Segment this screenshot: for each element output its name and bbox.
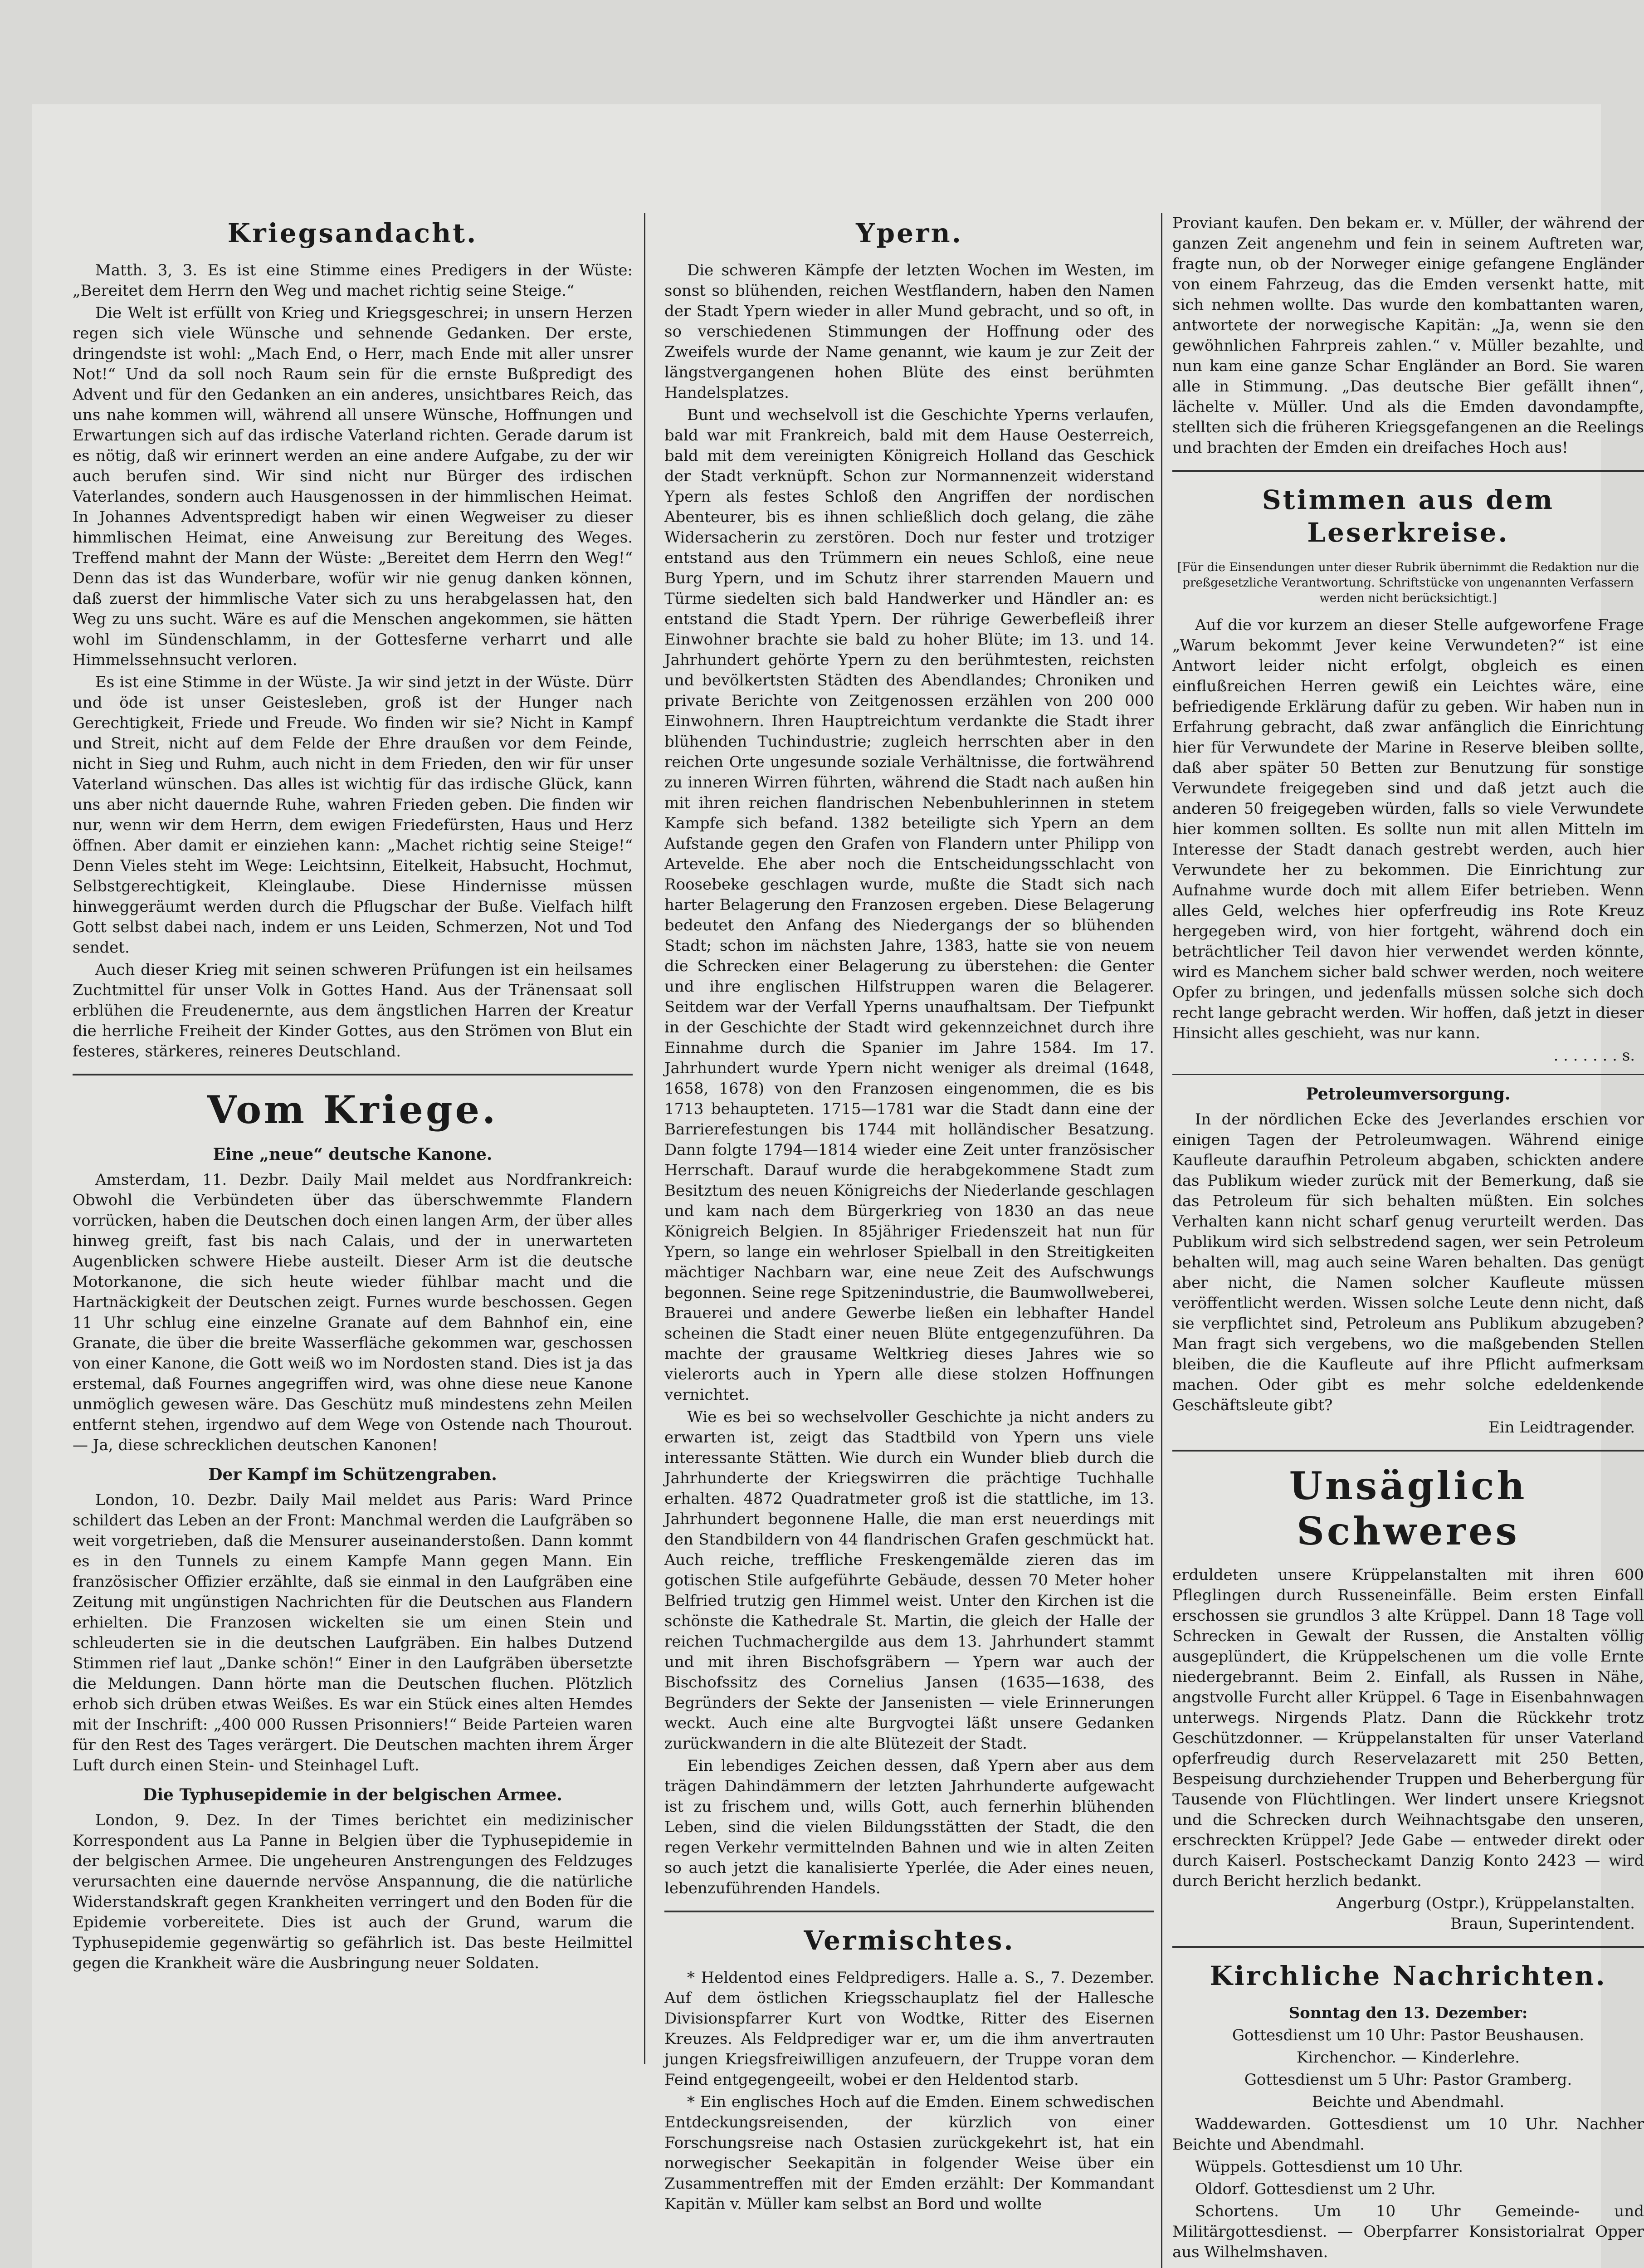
section-divider bbox=[1172, 470, 1644, 472]
column-right bbox=[1172, 213, 1644, 2268]
schuetzengraben-heading: Der Kampf im Schützengraben. bbox=[208, 1465, 497, 1484]
stimmen-signature: . . . . . . . s. bbox=[1553, 1046, 1635, 1065]
vermischtes-item: * Heldentod eines Feldpredigers. Halle a. S., 7. Dezember. Auf dem östlichen Kriegsschauplatz fiel der Hallesche Divisionspfarrer Kurt von Wodtke, Ritter des Eisernen Kreuzes. Als Feldprediger war er, um die ihm anvertrauten jungen Kriegsfreiwilligen anzufeuern, der Truppe voran dem Feind entgegengeeilt, wobei er den Heldentod starb. bbox=[664, 1969, 1154, 2089]
unsaeglich-place: Angerburg (Ostpr.), Krüppelanstalten. bbox=[1336, 1894, 1635, 1912]
service-line: Waddewarden. Gottesdienst um 10 Uhr. Nachher Beichte und Abendmahl. bbox=[1172, 2115, 1644, 2154]
kriegsandacht-paragraph: Es ist eine Stimme in der Wüste. Ja wir sind jetzt in der Wüste. Dürr und öde ist unser Geistesleben, groß ist der Hunger nach Gerechtigkeit, Friede und Freude. Wo finden wir sie? Nicht in Kampf und Streit, nicht auf dem Felde der Ehre draußen vor dem Feinde, nicht in Sieg und Ruhm, auch nicht in dem Frieden, den wir für unser Vaterland wünschen. Das alles ist wichtig für das irdische Glück, kann uns aber nicht dauernde Ruhe, wahren Frieden geben. Die finden wir nur, wenn wir dem Herrn, dem ewigen Friedefürsten, Haus und Herz öffnen. Aber damit er einziehen kann: „Machet richtig seine Steige!“ Denn Vieles steht im Wege: Leichtsinn, Eitelkeit, Habsucht, Hochmut, Selbstgerechtigkeit, Kleinglaube. Diese Hindernisse müssen hinweggeräumt werden durch die Pflugschar der Buße. Vielfach hilft Gott selbst dabei nach, indem er uns Leiden, Schmerzen, Not und Tod sendet. bbox=[73, 673, 633, 957]
kirchliche-nachrichten-title: Kirchliche Nachrichten. bbox=[1210, 1960, 1607, 1991]
kanone-text: Amsterdam, 11. Dezbr. Daily Mail meldet aus Nordfrankreich: Obwohl die Verbündeten über das überschwemmte Flandern vorrücken, haben die Deutschen doch einen langen Arm, der über alles hinweg greift, fast bis nach Calais, und der in unerwarteten Augenblicken schwere Hiebe austeilt. Dieser Arm ist die deutsche Motorkanone, die sich heute wieder fühlbar macht und die Hartnäckigkeit der Deutschen zeigt. Furnes wurde beschossen. Gegen 11 Uhr schlug eine einzelne Granate auf dem Bahnhof ein, eine Granate, die über die breite Wasserfläche gekommen war, geschossen von einer Kanone, die Gott weiß wo im Nordosten stand. Dies ist ja das erstemal, daß Fournes angegriffen wird, was ohne diese neue Kanone unmöglich gewesen wäre. Das Geschütz muß mindestens zehn Meilen entfernt stehen, irgendwo auf dem Wege von Ostende nach Thourout. — Ja, diese schrecklichen deutschen Kanonen! bbox=[73, 1171, 633, 1454]
editorial-notice: [Für die Einsendungen unter dieser Rubrik übernimmt die Redaktion nur die preßgesetzliche Verantwortung. Schriftstücke von ungenannten Verfassern werden nicht berücksichtigt.] bbox=[1177, 561, 1639, 605]
petroleum-paragraph: In der nördlichen Ecke des Jeverlandes erschien vor einigen Tagen der Petroleumwagen. Während einige Kaufleute daraufhin Petroleum abgaben, schickten andere das Publikum wieder zurück mit der Bemerkung, daß sie das Petroleum für sich behalten müßten. Ein solches Verhalten kann nicht scharf genug verurteilt werden. Das Publikum wird sich selbstredend sagen, wer sein Petroleum behalten will, mag auch seine Waren behalten. Das genügt aber nicht, die Namen solcher Kaufleute müssen veröffentlicht werden. Wissen solche Leute denn nicht, daß sie verpflichtet sind, Petroleum ans Publikum abzugeben? Man fragt sich vergebens, wo die maßgebenden Stellen bleiben, die die Kaufleute auf ihre Pflicht aufmerksam machen. Oder gibt es mehr solche edeldenkende Geschäftsleute gibt? bbox=[1172, 1110, 1644, 1414]
kriegsandacht-paragraph: Die Welt ist erfüllt von Krieg und Kriegsgeschrei; in unsern Herzen regen sich viele Wünsche und sehnende Gedanken. Der erste, dringendste ist wohl: „Mach End, o Herr, mach Ende mit aller unsrer Not!“ Und da soll noch Raum sein für die ernste Bußpredigt des Advent und für den Gedanken an ein anderes, unsichtbares Reich, das uns nahe kommen will, während all unsere Wünsche, Hoffnungen und Erwartungen sich auf das irdische Vaterland richten. Gerade darum ist es nötig, daß wir erinnert werden an eine andere Aufgabe, zu der wir auch berufen sind. Wir sind nicht nur Bürger des irdischen Vaterlandes, sondern auch Hausgenossen in der himmlischen Heimat. In Johannes Adventspredigt haben wir einen Wegweiser zu dieser himmlischen Heimat, eine Anweisung zur Bereitung des Weges. Treffend mahnt der Mann der Wüste: „Bereitet dem Herrn den Weg!“ Denn das ist das Wunderbare, wofür wir nie genug danken können, daß zuerst der himmlische Vater sich zu uns herabgelassen hat, den Weg zu uns sucht. Wäre es auf die Menschen angekommen, sie hätten wohl im Sündenschlamm, in der Gottesferne verharrt und alle Himmelssehnsucht verloren. bbox=[73, 304, 633, 669]
service-line: Gottesdienst um 10 Uhr: Pastor Beushausen. bbox=[1232, 2026, 1585, 2044]
emden-continuation: Proviant kaufen. Den bekam er. v. Müller, der während der ganzen Zeit angenehm und fein in seinem Auftreten war, fragte nun, ob der Norweger einige gefangene Engländer von einem Fahrzeug, das die Emden versenkt hatte, mit sich nehmen wollte. Das wurde den kombattanten waren, antwortete der norwegische Kapitän: „Ja, wenn sie den gewöhnlichen Fahrpreis zahlen.“ v. Müller bezahlte, und nun kam eine ganze Schar Engländer an Bord. Sie waren alle in Stimmung. „Das deutsche Bier gefällt ihnen“, lächelte v. Müller. Und als die Emden davondampfte, stellten sich die früheren Kriegsgefangenen an die Reelings und brachten der Emden ein dreifaches Hoch aus! bbox=[1172, 214, 1644, 457]
ypern-title: Ypern. bbox=[856, 218, 963, 249]
petroleum-heading: Petroleumversorgung. bbox=[1306, 1085, 1511, 1104]
column-middle bbox=[664, 213, 1154, 2268]
section-divider bbox=[73, 1074, 633, 1075]
service-date: Sonntag den 13. Dezember: bbox=[1288, 2004, 1528, 2022]
kriegsandacht-title: Kriegsandacht. bbox=[227, 218, 478, 249]
service-line: Oldorf. Gottesdienst um 2 Uhr. bbox=[1195, 2180, 1436, 2198]
service-line: Schortens. Um 10 Uhr Gemeinde- und Militärgottesdienst. — Oberpfarrer Konsistorialrat Opper aus Wilhelmshaven. bbox=[1172, 2202, 1644, 2261]
vermischtes-title: Vermischtes. bbox=[804, 1925, 1015, 1956]
ypern-paragraph: Wie es bei so wechselvoller Geschichte ja nicht anders zu erwarten ist, zeigt das Stadtbild von Ypern uns viele interessante Stätten. Wie durch ein Wunder blieb durch die Jahrhunderte der Kriegswirren die prächtige Tuchhalle erhalten. 4872 Quadratmeter groß ist die stattliche, im 13. Jahrhundert begonnene Halle, die man erst neuerdings mit den Standbildern von 44 flandrischen Grafen geschmückt hat. Auch reiche, treffliche Freskengemälde zieren das im gotischen Stile aufgeführte Gebäude, dessen 70 Meter hoher Belfried trutzig gen Himmel weist. Unter den Kirchen ist die schönste die Kathedrale St. Martin, die gleich der Halle der reichen Tuchmachergilde aus dem 13. Jahrhundert stammt und mit ihren Bischofsgräbern — Ypern war auch der Bischofssitz des Cornelius Jansen (1635—1638, des Begründers der Sekte der Jansenisten — viele Erinnerungen weckt. Auch eine alte Burgvogtei läßt unsere Gedanken zurückwandern in die alte Blütezeit der Stadt. bbox=[664, 1408, 1154, 1753]
service-line: Kirchenchor. — Kinderlehre. bbox=[1296, 2048, 1520, 2067]
kriegsandacht-paragraph: Matth. 3, 3. Es ist eine Stimme eines Predigers in der Wüste: „Bereitet dem Herrn den Weg und machet richtig seine Steige.“ bbox=[73, 261, 633, 300]
column-left bbox=[73, 213, 633, 2268]
typhus-text: London, 9. Dez. In der Times berichtet ein medizinischer Korrespondent aus La Panne in Belgien über die Typhusepidemie in der belgischen Armee. Die ungeheuren Anstrengungen des Feldzuges verursachten eine dauernde nervöse Anspannung, die die natürliche Widerstandskraft gegen Krankheiten verringert und den Boden für die Epidemie vorbereitete. Dies ist auch der Grund, warum die Typhusepidemie gegenwärtig so gefährlich ist. Das beste Heilmittel gegen die Krankheit wäre die Ausbringung neuer Soldaten. bbox=[73, 1811, 633, 1972]
typhus-heading: Die Typhusepidemie in der belgischen Armee. bbox=[143, 1785, 562, 1804]
section-divider bbox=[1172, 1946, 1644, 1948]
petroleum-signature: Ein Leidtragender. bbox=[1488, 1418, 1635, 1437]
column-divider bbox=[644, 213, 645, 2064]
ypern-paragraph: Bunt und wechselvoll ist die Geschichte Yperns verlaufen, bald war mit Frankreich, bald mit dem Hause Oesterreich, bald mit dem vereinigten Königreich Holland das Geschick der Stadt verknüpft. Schon zur Normannenzeit widerstand Ypern als festes Schloß den Angriffen der nordischen Abenteurer, bis es ihnen schließlich doch gelang, die zähe Widersacherin zu zerstören. Doch nur fester und trotziger entstand aus den Trümmern ein neues Schloß, eine neue Burg Ypern, und im Schutz ihrer starrenden Mauern und Türme siedelten sich bald Handwerker und Händler an: es entstand die Stadt Ypern. Der rührige Gewerbefleiß ihrer Einwohner brachte sie bald zu hoher Blüte; im 13. und 14. Jahrhundert gehörte Ypern zu den berühmtesten, reichsten und bevölkertsten Städten des Abendlandes; Chroniken und private Berichte von Zeitgenossen erzählen von 200 000 Einwohnern. Ihren Hauptreichtum verdankte die Stadt ihrer blühenden Tuchindustrie; zugleich herrschten aber in den reichen Orte ungesunde soziale Verhältnisse, die fortwährend zu inneren Wirren führten, während die Stadt nach außen hin mit ihren reichen flandrischen Nebenbuhlerinnen in stetem Kampfe sich befand. 1382 beteiligte sich Ypern an dem Aufstande gegen den Grafen von Flandern unter Philipp von Artevelde. Ehe aber noch die Entscheidungsschlacht von Roosebeke geschlagen wurde, mußte die Stadt sich nach harter Belagerung den Franzosen ergeben. Diese Belagerung bedeutet den Anfang des Niedergangs der so blühenden Stadt; schon im nächsten Jahre, 1383, hatte sie von neuem die Schrecken einer Belagerung zu überstehen: die Genter und ihre englischen Hilfstruppen waren die Belagerer. Seitdem war der Verfall Yperns unaufhaltsam. Der Tiefpunkt in der Geschichte der Stadt wird gekennzeichnet durch ihre Einnahme durch die Spanier im Jahre 1584. Im 17. Jahrhundert wurde Ypern nicht weniger als dreimal (1648, 1658, 1678) von den Franzosen eingenommen, die es bis 1713 behaupteten. 1715—1781 war die Stadt dann eine der Barrierefestungen bis 1744 mit holländischer Besatzung. Dann folgte 1794—1814 wieder eine Zeit unter französischer Herrschaft. Darauf wurde die herabgekommene Stadt zum Besitztum des neuen Königreichs der Niederlande geschlagen und kam nach dem Bürgerkrieg von 1830 an das neue Königreich Belgien. In 85jähriger Friedenszeit hat nun für Ypern, so lange ein wehrloser Spielball in den Streitigkeiten mächtiger Nachbarn war, eine neue Zeit des Aufschwungs begonnen. Seine rege Spitzenindustrie, die Baumwollweberei, Brauerei und andere Gewerbe ließen ein lebhafter Handel scheinen die Stadt einer neuen Blüte entgegenzuführen. Da machte der grausame Weltkrieg dieses Jahres wie so vielerorts auch in Ypern alle diese stolzen Hoffnungen vernichtet. bbox=[664, 406, 1154, 1404]
column-divider bbox=[1161, 213, 1162, 2268]
vermischtes-item: * Ein englisches Hoch auf die Emden. Einem schwedischen Entdeckungsreisenden, der kürzlich von einer Forschungsreise nach Ostasien zurückgekehrt ist, hat ein norwegischer Seekapitän in folgender Weise über ein Zusammentreffen mit der Emden erzählt: Der Kommandant Kapitän v. Müller kam selbst an Bord und wollte bbox=[664, 2093, 1154, 2213]
unsaeglich-title: Unsäglich Schweres bbox=[1289, 1463, 1527, 1554]
kanone-heading: Eine „neue“ deutsche Kanone. bbox=[213, 1145, 493, 1164]
kriegsandacht-paragraph: Auch dieser Krieg mit seinen schweren Prüfungen ist ein heilsames Zuchtmittel für unser Volk in Gottes Hand. Aus der Tränensaat soll erblühen die Freudenernte, aus dem ängstlichen Harren der Kreatur die herrliche Freiheit der Kinder Gottes, aus den Strömen von Blut ein festeres, stärkeres, reineres Deutschland. bbox=[73, 961, 633, 1061]
ypern-paragraph: Die schweren Kämpfe der letzten Wochen im Westen, im sonst so blühenden, reichen Westflandern, haben den Namen der Stadt Ypern wieder in aller Mund gebracht, und so oft, in so verschiedenen Stimmungen der Hoffnung oder des Zweifels wurde der Name genannt, wie kaum je zur Zeit der längstvergangenen hohen Blüte des einst berühmten Handelsplatzes. bbox=[664, 261, 1154, 402]
stimmen-title: Stimmen aus dem Leserkreise. bbox=[1262, 484, 1555, 548]
service-line: Gottesdienst um 5 Uhr: Pastor Gramberg. bbox=[1244, 2071, 1572, 2089]
service-line: Wüppels. Gottesdienst um 10 Uhr. bbox=[1195, 2158, 1464, 2176]
stimmen-paragraph: Auf die vor kurzem an dieser Stelle aufgeworfene Frage „Warum bekommt Jever keine Verwundeten?“ ist eine Antwort leider nicht erfolgt, obgleich es einen einflußreichen Herren gewiß ein Leichtes wäre, eine befriedigende Erklärung dafür zu geben. Wir haben nun in Erfahrung gebracht, daß zwar anfänglich die Einrichtung hier für Verwundete der Marine in Reserve bleiben sollte, daß aber später 50 Betten zur Benutzung für sonstige Verwundete freigegeben sind und daß jetzt auch die anderen 50 freigegeben würden, falls so viele Verwundete hier kommen sollten. Es sollte nun mit allen Mitteln im Interesse der Stadt danach gestrebt werden, auch hier Verwundete her zu bekommen. Die Einrichtung zur Aufnahme wurde doch mit allem Eifer betrieben. Wenn alles Geld, welches hier opferfreudig ins Rote Kreuz hergegeben wird, von hier fortgeht, während doch ein beträchtlicher Teil davon hier verwendet werden könnte, wird es Manchem sicher bald schwer werden, noch weitere Opfer zu bringen, und jedenfalls müssen solche sich doch recht lange gebracht werden. Wir hoffen, daß jetzt in dieser Hinsicht alles geschieht, was nur kann. bbox=[1172, 616, 1644, 1042]
service-line: Beichte und Abendmahl. bbox=[1312, 2093, 1505, 2111]
newspaper-page bbox=[32, 104, 1644, 2268]
unsaeglich-paragraph: erduldeten unsere Krüppelanstalten mit ihren 600 Pfleglingen durch Russeneinfälle. Beim ersten Einfall erschossen sie grundlos 3 alte Krüppel. Dann 18 Tage voll Schrecken in Gewalt der Russen, die Anstalten völlig ausgeplündert, die Krüppelschenen um die volle Ernte niedergebrannt. Beim 2. Einfall, als Russen in Nähe, angstvolle Furcht aller Krüppel. 6 Tage in Eisenbahnwagen unterwegs. Nirgends Platz. Dann die Rückkehr trotz Geschützdonner. — Krüppelanstalten für unser Vaterland opferfreudig durch Reservelazarett mit 250 Betten, Bespeisung durchziehender Truppen und Beherbergung für Tausende von Flüchtlingen. Wer lindert unsere Kriegsnot und die Schrecken durch Weihnachtsgabe den unseren, erschreckten Krüppel? Jede Gabe — entweder direkt oder durch Kaiserl. Postscheckamt Danzig Konto 2423 — wird durch Bericht herzlich bedankt. bbox=[1172, 1566, 1644, 1890]
ypern-paragraph: Ein lebendiges Zeichen dessen, daß Ypern aber aus dem trägen Dahindämmern der letzten Jahrhunderte aufgewacht ist zu frischem und, wills Gott, auch fernerhin blühenden Leben, sind die vielen Bildungsstätten der Stadt, die den regen Verkehr vermittelnden Bahnen und wie in alten Zeiten so auch jetzt die kanalisierte Yperlée, die Ader eines neuen, lebenzuführenden Handels. bbox=[664, 1757, 1154, 1897]
section-divider bbox=[664, 1911, 1154, 1912]
section-divider bbox=[1172, 1450, 1644, 1452]
schuetzengraben-text: London, 10. Dezbr. Daily Mail meldet aus Paris: Ward Prince schildert das Leben an der Front: Manchmal werden die Laufgräben so weit vorgetrieben, daß die Mensurer auseinanderstoßen. Dann kommt es in den Tunnels zu einem Kampfe Mann gegen Mann. Ein französischer Offizier erzählte, daß sie einmal in den Laufgräben eine Zeitung mit ungünstigen Nachrichten für die Deutschen aus Flandern erhielten. Die Franzosen wickelten sie um einen Stein und schleuderten sie in die deutschen Laufgräben. Ein halbes Dutzend Stimmen rief laut „Danke schön!“ Einer in den Laufgräben übersetzte die Meldungen. Dann hörte man die Deutschen fluchen. Plötzlich erhob sich drüben etwas Weißes. Es war ein Stück eines alten Hemdes mit der Inschrift: „400 000 Russen Prisonniers!“ Beide Parteien waren für den Rest des Tages verärgert. Die Deutschen machten ihrem Ärger Luft durch einen Stein- und Steinhagel Luft. bbox=[73, 1491, 633, 1774]
vom-kriege-title: Vom Kriege. bbox=[207, 1087, 498, 1132]
unsaeglich-signatory: Braun, Superintendent. bbox=[1450, 1915, 1635, 1933]
section-divider bbox=[1172, 1074, 1644, 1075]
